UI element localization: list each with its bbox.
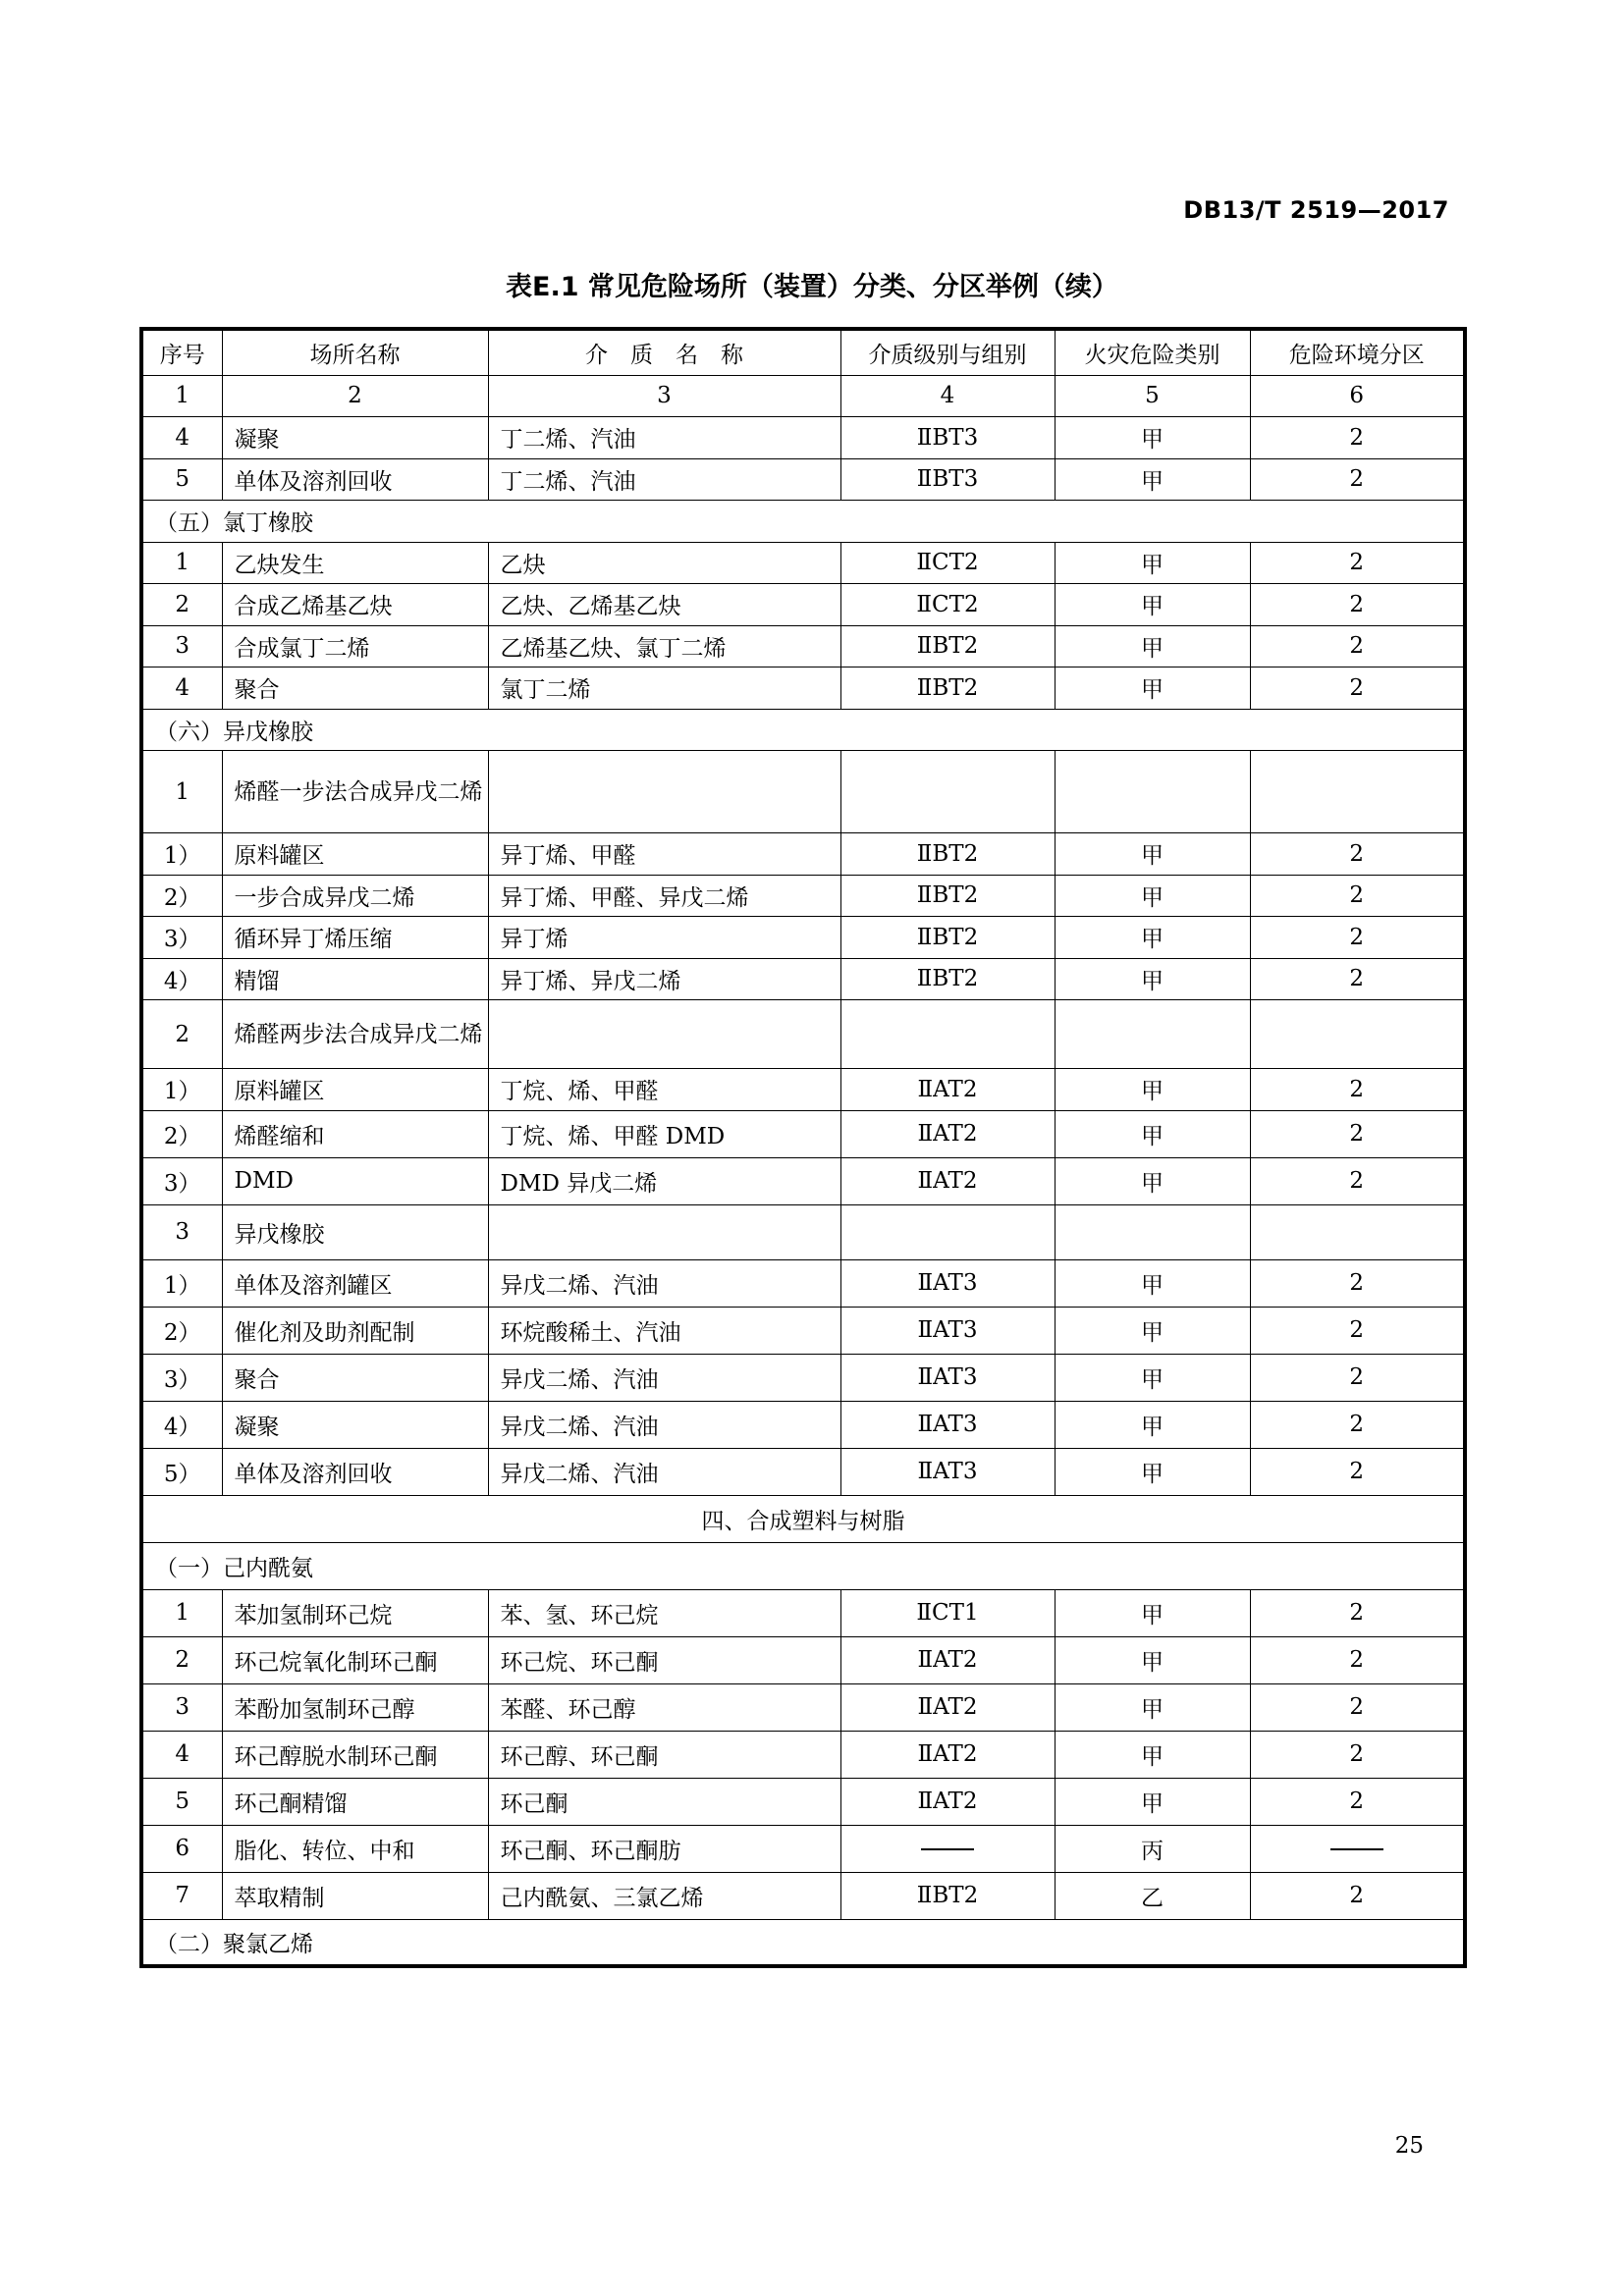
row-no-cell: 1	[141, 1589, 222, 1636]
place-name-cell: 凝聚	[222, 1401, 488, 1448]
fire-category-cell: 甲	[1055, 1778, 1250, 1825]
hazard-zone-cell: 2	[1250, 833, 1465, 876]
place-name-cell: DMD	[222, 1157, 488, 1204]
medium-name-cell: 乙炔	[488, 542, 840, 584]
col-header-place: 场所名称	[222, 329, 488, 375]
row-no-cell: 4	[141, 1731, 222, 1778]
fire-category-cell: 甲	[1055, 1401, 1250, 1448]
place-name-cell: 合成氯丁二烯	[222, 625, 488, 667]
medium-group-cell: ⅡAT3	[840, 1307, 1055, 1354]
row-no-cell: 3	[141, 1683, 222, 1731]
hazard-zone-cell: 2	[1250, 542, 1465, 584]
numbering-cell: 4	[840, 375, 1055, 417]
section-row	[141, 1542, 1465, 1589]
hazard-zone-cell: 2	[1250, 1401, 1465, 1448]
medium-group-cell	[840, 1204, 1055, 1259]
place-name-cell: 萃取精制	[222, 1872, 488, 1919]
place-name-cell: 精馏	[222, 958, 488, 1000]
medium-group-cell: ⅡBT2	[840, 1872, 1055, 1919]
table-row	[141, 1000, 1465, 1069]
fire-category-cell	[1055, 1204, 1250, 1259]
table-row	[141, 1110, 1465, 1157]
numbering-row	[141, 375, 1465, 417]
table-row	[141, 875, 1465, 917]
col-header-no: 序号	[141, 329, 222, 375]
row-no-cell: 3	[141, 625, 222, 667]
place-name-cell: 苯酚加氢制环己醇	[222, 1683, 488, 1731]
hazard-zone-cell: 2	[1250, 417, 1465, 459]
medium-name-cell: 异戊二烯、汽油	[488, 1354, 840, 1401]
table-row	[141, 667, 1465, 710]
hazard-zone-cell: 2	[1250, 917, 1465, 959]
table-row	[141, 1778, 1465, 1825]
medium-group-cell: ⅡAT3	[840, 1259, 1055, 1307]
table-row	[141, 751, 1465, 833]
medium-group-cell: ⅡAT3	[840, 1354, 1055, 1401]
category-row	[141, 1495, 1465, 1542]
medium-group-cell: ⅡAT2	[840, 1636, 1055, 1683]
fire-category-cell: 甲	[1055, 667, 1250, 710]
hazard-classification-table	[139, 327, 1467, 1968]
table-row	[141, 1731, 1465, 1778]
table-row	[141, 1872, 1465, 1919]
place-name-cell: 单体及溶剂罐区	[222, 1259, 488, 1307]
section-row	[141, 1919, 1465, 1966]
hazard-zone-cell	[1250, 1825, 1465, 1872]
hazard-zone-cell: 2	[1250, 458, 1465, 501]
medium-group-cell: ⅡCT1	[840, 1589, 1055, 1636]
medium-name-cell: 异戊二烯、汽油	[488, 1259, 840, 1307]
medium-group-cell: ⅡAT2	[840, 1110, 1055, 1157]
table-row	[141, 1354, 1465, 1401]
medium-group-cell: ⅡBT2	[840, 625, 1055, 667]
medium-group-cell	[840, 751, 1055, 833]
medium-name-cell	[488, 1000, 840, 1069]
medium-name-cell: 环己酮	[488, 1778, 840, 1825]
row-no-cell: 3）	[141, 1354, 222, 1401]
row-no-cell: 3）	[141, 917, 222, 959]
medium-group-cell: ⅡAT2	[840, 1731, 1055, 1778]
hazard-zone-cell	[1250, 1000, 1465, 1069]
row-no-cell: 4）	[141, 1401, 222, 1448]
section-label: （一）己内酰氨	[141, 1542, 1465, 1589]
table-row	[141, 584, 1465, 626]
section-label: （二）聚氯乙烯	[141, 1919, 1465, 1966]
medium-group-cell	[840, 1825, 1055, 1872]
fire-category-cell: 甲	[1055, 584, 1250, 626]
place-name-cell: 烯醛缩和	[222, 1110, 488, 1157]
numbering-cell: 3	[488, 375, 840, 417]
row-no-cell: 1	[141, 542, 222, 584]
medium-group-cell: ⅡCT2	[840, 584, 1055, 626]
medium-name-cell: 异丁烯、甲醛	[488, 833, 840, 876]
medium-name-cell: 丁二烯、汽油	[488, 417, 840, 459]
medium-name-cell: 苯、氢、环己烷	[488, 1589, 840, 1636]
fire-category-cell: 丙	[1055, 1825, 1250, 1872]
place-name-cell: 聚合	[222, 667, 488, 710]
hazard-zone-cell: 2	[1250, 1259, 1465, 1307]
hazard-zone-cell: 2	[1250, 584, 1465, 626]
category-label: 四、合成塑料与树脂	[141, 1495, 1465, 1542]
col-header-fire: 火灾危险类别	[1055, 329, 1250, 375]
dash-mark	[921, 1848, 974, 1850]
place-name-cell: 聚合	[222, 1354, 488, 1401]
fire-category-cell: 甲	[1055, 1636, 1250, 1683]
fire-category-cell: 甲	[1055, 1110, 1250, 1157]
fire-category-cell: 甲	[1055, 958, 1250, 1000]
dash-mark	[1330, 1848, 1383, 1850]
table-row	[141, 542, 1465, 584]
medium-group-cell: ⅡAT3	[840, 1401, 1055, 1448]
fire-category-cell: 甲	[1055, 1448, 1250, 1495]
hazard-zone-cell: 2	[1250, 625, 1465, 667]
fire-category-cell: 甲	[1055, 1157, 1250, 1204]
row-no-cell: 2	[141, 1000, 222, 1069]
medium-group-cell: ⅡBT3	[840, 458, 1055, 501]
hazard-zone-cell: 2	[1250, 1354, 1465, 1401]
place-name-cell: 乙炔发生	[222, 542, 488, 584]
fire-category-cell: 甲	[1055, 1354, 1250, 1401]
place-name-cell: 异戊橡胶	[222, 1204, 488, 1259]
row-no-cell: 6	[141, 1825, 222, 1872]
medium-name-cell: 异丁烯	[488, 917, 840, 959]
table-row	[141, 625, 1465, 667]
row-no-cell: 3	[141, 1204, 222, 1259]
medium-name-cell: 氯丁二烯	[488, 667, 840, 710]
hazard-zone-cell: 2	[1250, 875, 1465, 917]
fire-category-cell	[1055, 751, 1250, 833]
row-no-cell: 2）	[141, 1307, 222, 1354]
medium-name-cell: 异丁烯、异戊二烯	[488, 958, 840, 1000]
medium-name-cell: 丁二烯、汽油	[488, 458, 840, 501]
hazard-zone-cell	[1250, 1204, 1465, 1259]
hazard-zone-cell: 2	[1250, 1589, 1465, 1636]
numbering-cell: 1	[141, 375, 222, 417]
hazard-zone-cell: 2	[1250, 958, 1465, 1000]
row-no-cell: 2）	[141, 875, 222, 917]
hazard-zone-cell: 2	[1250, 1872, 1465, 1919]
place-name-cell: 苯加氢制环己烷	[222, 1589, 488, 1636]
numbering-cell: 5	[1055, 375, 1250, 417]
medium-group-cell: ⅡAT3	[840, 1448, 1055, 1495]
table-row	[141, 1157, 1465, 1204]
medium-group-cell: ⅡBT3	[840, 417, 1055, 459]
hazard-zone-cell: 2	[1250, 1307, 1465, 1354]
place-name-cell: 一步合成异戊二烯	[222, 875, 488, 917]
medium-name-cell: DMD 异戊二烯	[488, 1157, 840, 1204]
fire-category-cell: 甲	[1055, 1731, 1250, 1778]
row-no-cell: 1）	[141, 833, 222, 876]
row-no-cell: 2	[141, 584, 222, 626]
row-no-cell: 1）	[141, 1259, 222, 1307]
place-name-cell: 催化剂及助剂配制	[222, 1307, 488, 1354]
medium-group-cell: ⅡBT2	[840, 875, 1055, 917]
place-name-cell: 单体及溶剂回收	[222, 458, 488, 501]
fire-category-cell: 甲	[1055, 1589, 1250, 1636]
fire-category-cell: 甲	[1055, 1069, 1250, 1111]
row-no-cell: 4	[141, 667, 222, 710]
row-no-cell: 3）	[141, 1157, 222, 1204]
row-no-cell: 2）	[141, 1110, 222, 1157]
place-name-cell: 环己烷氧化制环己酮	[222, 1636, 488, 1683]
table-row	[141, 458, 1465, 501]
medium-group-cell	[840, 1000, 1055, 1069]
medium-group-cell: ⅡCT2	[840, 542, 1055, 584]
hazard-zone-cell: 2	[1250, 1069, 1465, 1111]
fire-category-cell: 甲	[1055, 1259, 1250, 1307]
hazard-zone-cell: 2	[1250, 1110, 1465, 1157]
medium-name-cell	[488, 751, 840, 833]
medium-group-cell: ⅡBT2	[840, 917, 1055, 959]
medium-group-cell: ⅡBT2	[840, 958, 1055, 1000]
table-row	[141, 1589, 1465, 1636]
hazard-zone-cell: 2	[1250, 667, 1465, 710]
row-no-cell: 4	[141, 417, 222, 459]
table-row	[141, 1259, 1465, 1307]
row-no-cell: 1	[141, 751, 222, 833]
hazard-zone-cell: 2	[1250, 1778, 1465, 1825]
place-name-cell: 脂化、转位、中和	[222, 1825, 488, 1872]
row-no-cell: 2	[141, 1636, 222, 1683]
hazard-zone-cell: 2	[1250, 1683, 1465, 1731]
place-name-cell: 循环异丁烯压缩	[222, 917, 488, 959]
place-name-cell: 原料罐区	[222, 1069, 488, 1111]
table-row	[141, 1448, 1465, 1495]
fire-category-cell: 甲	[1055, 542, 1250, 584]
medium-name-cell: 乙炔、乙烯基乙炔	[488, 584, 840, 626]
fire-category-cell: 甲	[1055, 458, 1250, 501]
medium-name-cell: 环己酮、环己酮肪	[488, 1825, 840, 1872]
col-header-group: 介质级别与组别	[840, 329, 1055, 375]
medium-name-cell: 丁烷、烯、甲醛 DMD	[488, 1110, 840, 1157]
hazard-zone-cell: 2	[1250, 1448, 1465, 1495]
table-row	[141, 1825, 1465, 1872]
medium-group-cell: ⅡBT2	[840, 833, 1055, 876]
header-row	[141, 329, 1465, 375]
table-row	[141, 958, 1465, 1000]
place-name-cell: 烯醛一步法合成异戊二烯	[222, 751, 488, 833]
row-no-cell: 5	[141, 1778, 222, 1825]
section-label: （五）氯丁橡胶	[141, 501, 1465, 543]
fire-category-cell: 甲	[1055, 1307, 1250, 1354]
fire-category-cell	[1055, 1000, 1250, 1069]
fire-category-cell: 甲	[1055, 875, 1250, 917]
medium-name-cell: 环己烷、环己酮	[488, 1636, 840, 1683]
table-row	[141, 1204, 1465, 1259]
row-no-cell: 5	[141, 458, 222, 501]
medium-name-cell: 丁烷、烯、甲醛	[488, 1069, 840, 1111]
page-number: 25	[1394, 2133, 1424, 2159]
table-row	[141, 1307, 1465, 1354]
medium-name-cell: 异丁烯、甲醛、异戊二烯	[488, 875, 840, 917]
hazard-zone-cell: 2	[1250, 1731, 1465, 1778]
fire-category-cell: 甲	[1055, 833, 1250, 876]
fire-category-cell: 甲	[1055, 1683, 1250, 1731]
numbering-cell: 6	[1250, 375, 1465, 417]
section-row	[141, 709, 1465, 751]
numbering-cell: 2	[222, 375, 488, 417]
table-row	[141, 417, 1465, 459]
medium-name-cell: 己内酰氨、三氯乙烯	[488, 1872, 840, 1919]
table-row	[141, 1401, 1465, 1448]
medium-group-cell: ⅡAT2	[840, 1157, 1055, 1204]
col-header-zone: 危险环境分区	[1250, 329, 1465, 375]
hazard-zone-cell	[1250, 751, 1465, 833]
standard-code: DB13/T 2519—2017	[1183, 196, 1449, 224]
place-name-cell: 合成乙烯基乙炔	[222, 584, 488, 626]
medium-name-cell: 异戊二烯、汽油	[488, 1448, 840, 1495]
section-label: （六）异戊橡胶	[141, 709, 1465, 751]
place-name-cell: 环己酮精馏	[222, 1778, 488, 1825]
table-row	[141, 1636, 1465, 1683]
table-row	[141, 1069, 1465, 1111]
place-name-cell: 凝聚	[222, 417, 488, 459]
table-row	[141, 1683, 1465, 1731]
medium-name-cell: 异戊二烯、汽油	[488, 1401, 840, 1448]
medium-group-cell: ⅡAT2	[840, 1069, 1055, 1111]
hazard-zone-cell: 2	[1250, 1636, 1465, 1683]
medium-group-cell: ⅡAT2	[840, 1778, 1055, 1825]
row-no-cell: 5）	[141, 1448, 222, 1495]
medium-name-cell: 乙烯基乙炔、氯丁二烯	[488, 625, 840, 667]
place-name-cell: 原料罐区	[222, 833, 488, 876]
medium-name-cell: 环己醇、环己酮	[488, 1731, 840, 1778]
place-name-cell: 环己醇脱水制环己酮	[222, 1731, 488, 1778]
col-header-medium: 介 质 名 称	[488, 329, 840, 375]
medium-name-cell: 苯醛、环己醇	[488, 1683, 840, 1731]
table-title: 表E.1 常见危险场所（装置）分类、分区举例（续）	[506, 272, 1118, 302]
place-name-cell: 烯醛两步法合成异戊二烯	[222, 1000, 488, 1069]
medium-group-cell: ⅡAT2	[840, 1683, 1055, 1731]
hazard-zone-cell: 2	[1250, 1157, 1465, 1204]
medium-name-cell: 环烷酸稀土、汽油	[488, 1307, 840, 1354]
table-row	[141, 917, 1465, 959]
section-row	[141, 501, 1465, 543]
fire-category-cell: 乙	[1055, 1872, 1250, 1919]
row-no-cell: 7	[141, 1872, 222, 1919]
row-no-cell: 4）	[141, 958, 222, 1000]
place-name-cell: 单体及溶剂回收	[222, 1448, 488, 1495]
medium-name-cell	[488, 1204, 840, 1259]
fire-category-cell: 甲	[1055, 917, 1250, 959]
row-no-cell: 1）	[141, 1069, 222, 1111]
medium-group-cell: ⅡBT2	[840, 667, 1055, 710]
table-row	[141, 833, 1465, 876]
fire-category-cell: 甲	[1055, 417, 1250, 459]
fire-category-cell: 甲	[1055, 625, 1250, 667]
